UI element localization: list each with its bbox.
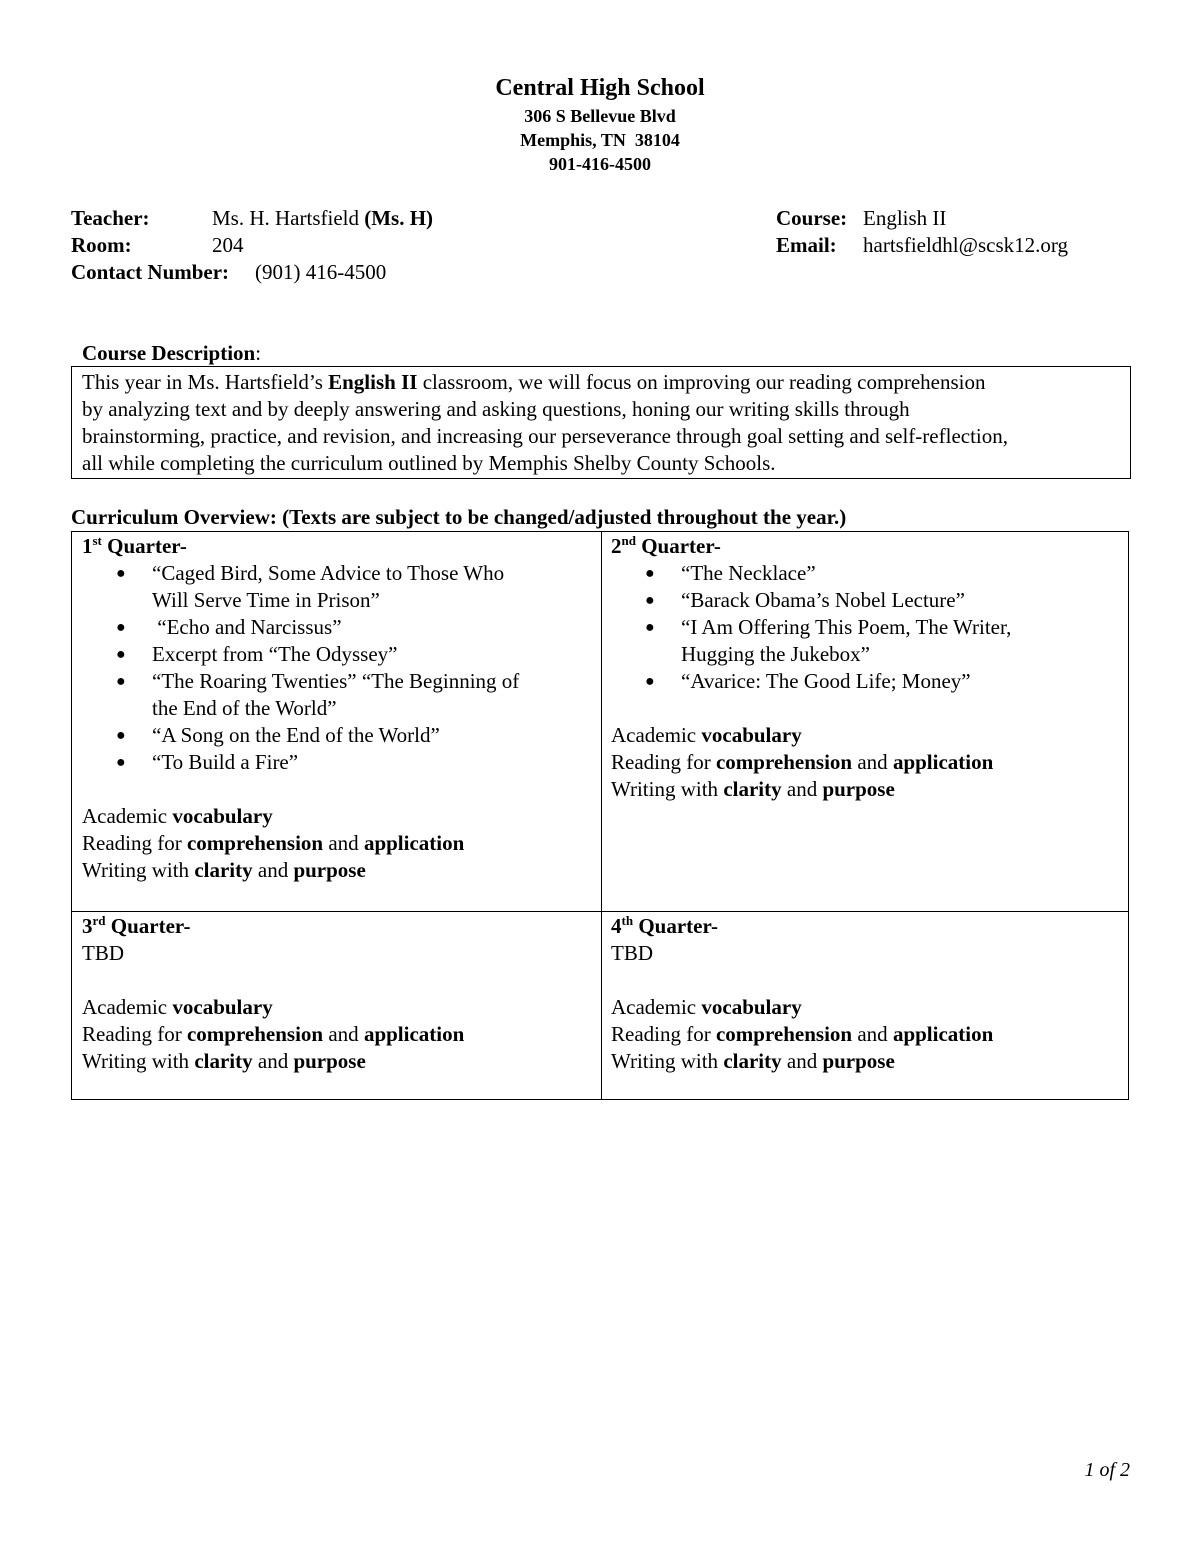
skill-writing: [611, 776, 1116, 803]
text-list-item: [82, 641, 587, 668]
room-row: [71, 232, 1131, 259]
skill-vocabulary: [611, 994, 1116, 1021]
quarter-1-text-list: [82, 560, 587, 776]
skill-reading: [82, 1021, 587, 1048]
text-title-line: “Echo and Narcissus”: [152, 615, 342, 639]
bullet-icon: ●: [645, 673, 655, 690]
quarter-4-status: TBD: [611, 941, 653, 965]
skill-keyword: vocabulary: [701, 723, 802, 747]
skill-text: Reading for: [82, 1022, 187, 1046]
skill-reading: [82, 830, 587, 857]
bullet-icon: ●: [645, 565, 655, 582]
email-label: Email:: [776, 233, 837, 257]
skill-keyword: purpose: [822, 777, 895, 801]
quarter-4-suffix: th: [621, 913, 634, 928]
skill-keyword: application: [892, 1022, 994, 1046]
contact-row: [71, 259, 1131, 286]
quarter-3-cell: [82, 913, 587, 1075]
quarter-3-label: Quarter-: [105, 914, 191, 938]
skill-text: and: [252, 858, 294, 882]
course-description-box: [71, 366, 1131, 479]
course-label: Course:: [776, 206, 848, 230]
quarter-2-cell: [611, 533, 1116, 803]
course-description-colon: :: [255, 341, 262, 365]
school-address-line1: 306 S Bellevue Blvd: [524, 106, 676, 126]
contact-label: Contact Number:: [71, 260, 230, 284]
text-title-line: “The Necklace”: [681, 561, 816, 585]
skill-writing: [82, 1048, 587, 1075]
skill-text: Writing with: [611, 777, 724, 801]
skill-keyword: comprehension: [186, 1022, 324, 1046]
description-course-name: English II: [328, 370, 418, 394]
skill-keyword: clarity: [194, 858, 253, 882]
text-title-line: the End of the World”: [152, 696, 337, 720]
skill-text: and: [852, 1022, 893, 1046]
skill-text: Reading for: [82, 831, 187, 855]
skill-keyword: comprehension: [715, 750, 853, 774]
skill-text: Academic: [82, 804, 173, 828]
quarter-2-suffix: nd: [621, 533, 636, 548]
skill-text: Reading for: [611, 750, 716, 774]
quarter-1-number: 1: [82, 534, 93, 558]
text-title-line: “A Song on the End of the World”: [152, 723, 440, 747]
spacer: [82, 776, 587, 803]
text-title-line: “To Build a Fire”: [152, 750, 299, 774]
text-list-item: [611, 668, 1116, 695]
quarter-3-title: [82, 913, 587, 940]
curriculum-table: [71, 531, 1129, 1100]
text-list-item: [82, 749, 587, 776]
skill-writing: [611, 1048, 1116, 1075]
contact-value: (901) 416-4500: [255, 260, 387, 284]
text-list-item: [82, 722, 587, 749]
skill-keyword: clarity: [723, 1049, 782, 1073]
skill-text: Academic: [611, 995, 702, 1019]
quarter-2-text-list: [611, 560, 1116, 695]
skill-text: Writing with: [82, 858, 195, 882]
skill-keyword: application: [363, 831, 465, 855]
text-title-line: Excerpt from “The Odyssey”: [152, 642, 398, 666]
quarter-1-title: [82, 533, 587, 560]
text-list-item: [611, 587, 1116, 614]
teacher-name: Ms. H. Hartsfield: [212, 206, 359, 230]
text-title-line: “I Am Offering This Poem, The Writer,: [681, 615, 1012, 639]
skill-text: and: [852, 750, 893, 774]
curriculum-heading: Curriculum Overview: (Texts are subject to be changed/adjusted throughout the year.): [71, 505, 847, 529]
skill-text: and: [781, 1049, 823, 1073]
skill-text: Writing with: [82, 1049, 195, 1073]
bullet-icon: ●: [116, 673, 126, 690]
skill-text: and: [781, 777, 823, 801]
bullet-icon: ●: [645, 619, 655, 636]
description-line-4: all while completing the curriculum outlined by Memphis Shelby County Schools.: [82, 451, 776, 475]
teacher-value: [212, 205, 433, 232]
quarter-2-label: Quarter-: [635, 534, 721, 558]
quarter-4-cell: [611, 913, 1116, 1075]
skill-keyword: comprehension: [715, 1022, 853, 1046]
skill-text: Academic: [82, 995, 173, 1019]
school-address-line2: Memphis, TN 38104: [520, 130, 680, 150]
quarter-4-number: 4: [611, 914, 622, 938]
room-label: Room:: [71, 233, 132, 257]
skill-reading: [611, 749, 1116, 776]
skill-keyword: vocabulary: [172, 804, 273, 828]
description-line-3: brainstorming, practice, and revision, and increasing our perseverance through goal setting and self-reflection,: [82, 424, 1008, 448]
bullet-icon: ●: [116, 754, 126, 771]
skill-keyword: clarity: [723, 777, 782, 801]
description-line-1: [82, 369, 1130, 396]
text-list-item: [611, 560, 1116, 587]
bullet-icon: ●: [116, 619, 126, 636]
skill-text: and: [252, 1049, 294, 1073]
skill-keyword: purpose: [293, 1049, 366, 1073]
school-name: Central High School: [495, 75, 705, 101]
quarter-3-number: 3: [82, 914, 93, 938]
course-description-title: Course Description: [82, 341, 256, 365]
text-list-item: [82, 668, 587, 722]
skill-keyword: comprehension: [186, 831, 324, 855]
skill-keyword: vocabulary: [701, 995, 802, 1019]
course-value: English II: [863, 206, 947, 230]
text-title-line: “The Roaring Twenties” “The Beginning of: [152, 669, 520, 693]
quarter-4-label: Quarter-: [633, 914, 718, 938]
description-line-2: by analyzing text and by deeply answering and asking questions, honing our writing skills through: [82, 397, 910, 421]
skill-text: Writing with: [611, 1049, 724, 1073]
teacher-label: Teacher:: [71, 206, 150, 230]
bullet-icon: ●: [645, 592, 655, 609]
description-text-start: This year in Ms. Hartsfield’s: [82, 370, 329, 394]
room-value: 204: [212, 233, 244, 257]
table-divider-vertical: [601, 532, 602, 1099]
bullet-icon: ●: [116, 565, 126, 582]
quarter-3-suffix: rd: [92, 913, 106, 928]
quarter-4-title: [611, 913, 1116, 940]
text-title-line: Hugging the Jukebox”: [681, 642, 870, 666]
text-title-line: “Avarice: The Good Life; Money”: [681, 669, 971, 693]
skill-vocabulary: [82, 994, 587, 1021]
bullet-icon: ●: [116, 727, 126, 744]
skill-vocabulary: [82, 803, 587, 830]
quarter-1-cell: [82, 533, 587, 884]
skill-text: Academic: [611, 723, 702, 747]
teacher-info: [71, 205, 1131, 286]
skill-text: and: [323, 1022, 364, 1046]
skill-keyword: purpose: [822, 1049, 895, 1073]
skill-keyword: vocabulary: [172, 995, 273, 1019]
quarter-3-status: TBD: [82, 941, 124, 965]
skill-keyword: application: [892, 750, 994, 774]
teacher-row: [71, 205, 1131, 232]
quarter-1-suffix: st: [92, 533, 102, 548]
quarter-2-title: [611, 533, 1116, 560]
email-value[interactable]: hartsfieldhl@scsk12.org: [863, 233, 1069, 257]
skill-vocabulary: [611, 722, 1116, 749]
description-text-rest: classroom, we will focus on improving our reading comprehension: [417, 370, 986, 394]
text-title-line: Will Serve Time in Prison”: [152, 588, 380, 612]
skill-text: and: [323, 831, 364, 855]
page-number: 1 of 2: [1084, 1459, 1130, 1481]
spacer: [82, 967, 587, 994]
spacer: [611, 695, 1116, 722]
school-header: [0, 72, 1200, 176]
skill-keyword: purpose: [293, 858, 366, 882]
spacer: [611, 967, 1116, 994]
school-phone: 901-416-4500: [549, 154, 651, 174]
text-list-item: [82, 560, 587, 614]
skill-writing: [82, 857, 587, 884]
quarter-1-label: Quarter-: [101, 534, 187, 558]
skill-keyword: application: [363, 1022, 465, 1046]
quarter-2-number: 2: [611, 534, 622, 558]
bullet-icon: ●: [116, 646, 126, 663]
skill-text: Reading for: [611, 1022, 716, 1046]
text-title-line: “Caged Bird, Some Advice to Those Who: [152, 561, 505, 585]
teacher-nickname: (Ms. H): [364, 206, 434, 230]
text-title-line: “Barack Obama’s Nobel Lecture”: [681, 588, 965, 612]
course-description-heading: [82, 340, 261, 367]
skill-reading: [611, 1021, 1116, 1048]
text-list-item: [611, 614, 1116, 668]
text-list-item: [82, 614, 587, 641]
table-divider-horizontal: [72, 911, 1128, 912]
skill-keyword: clarity: [194, 1049, 253, 1073]
